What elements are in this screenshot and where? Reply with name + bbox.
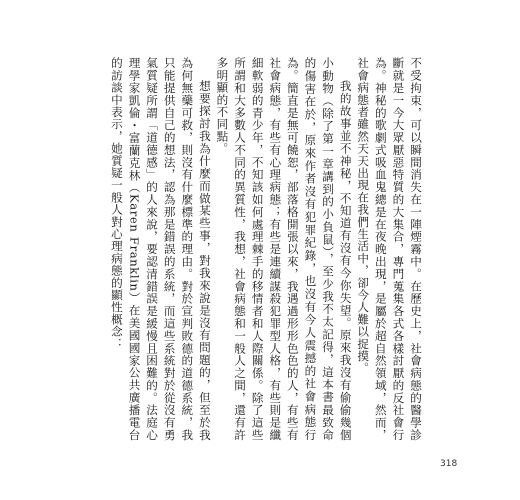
body-text [107, 57, 424, 441]
paragraph-3: 想要探討我為什麼而做某些事，對我來說是沒有問題的，但至於我為何無藥可救，則沒有什麼標準的理由。對於宣判敗德的道德系統，我只能提供自己的想法，認為那是錯誤的系統，而這些系統對於從沒有勇氣質疑所謂「道德感」的人來說，要認清錯誤是緩慢且困難的。法庭心理學家凱倫・富蘭克林（Karen Franklin）在美國國家公共廣播電台的訪談中表示，她質疑一般人對心理病態的顯性概念： [109, 57, 212, 441]
paragraph-2: 我的故事並不神秘，不知道有沒有今你失望。原來我沒有偷偷幾個小動物（除了第一章講到的小負鼠），至少我不太記得，這本書最致命的傷害在於，原來作者沒有犯罪紀錄，也沒有今人震撼的社會病態行為。簡直是無可饒恕，部落格開張以來，我遇過形形色色的人，有些有社會病態，有些有心理病態；有些是連續謀殺犯罪型人格，有些則是纖細軟弱的青少年，不知該如何處理棘手的移情者和人際關係。除了這些所謂和大多數人不同的異質性，我想，社會病態和一般人之間，還有許多明顯的不同點。 [215, 57, 353, 441]
page-number: 318 [440, 459, 458, 469]
paragraph-1: 不受拘束，可以瞬間消失在一陣煙霧中。在歷史上，社會病態的醫學診斷就是一今大眾厭惡特質的大集合，專門蒐集各式各樣討厭的反社會行為。神秘的歌劇式吸血鬼總是在夜晚出現，是屬於超自然領域，然而，社會病態者雖然天天出現在我們生活中，卻今人難以捉摸。 [356, 57, 423, 441]
